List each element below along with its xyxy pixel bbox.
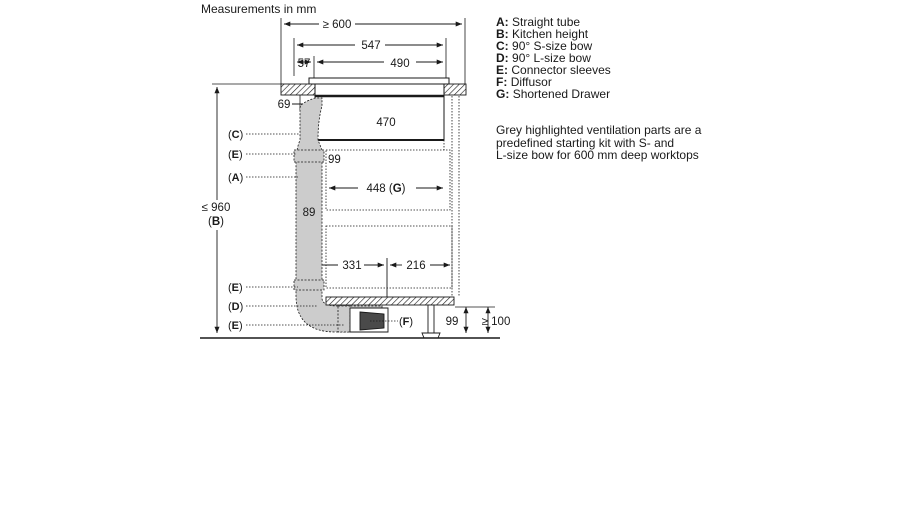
dim-unit-width: 470 [376, 117, 396, 129]
dim-offset-front: 57 [297, 58, 311, 70]
legend-letter: A [496, 15, 505, 29]
dim-plinth-height: 99 [445, 316, 459, 328]
dim-span-right: 216 [406, 260, 426, 272]
worktop-left [281, 84, 315, 95]
diffusor [350, 308, 388, 332]
legend-item: B: Kitchen height [496, 27, 589, 41]
cooktop-glass [309, 78, 449, 84]
callout-e-lower: (E) [228, 320, 243, 332]
legend-text: Diffusor [510, 75, 552, 89]
legend-letter: B [496, 27, 505, 41]
legend-item: C: 90° S-size bow [496, 39, 593, 53]
worktop-right [444, 84, 466, 95]
callout-a: (A) [228, 172, 244, 184]
callout-e-middle: (E) [228, 282, 243, 294]
dim-tube-depth: 89 [302, 207, 316, 219]
note-line: L-size bow for 600 mm deep worktops [496, 148, 699, 162]
legend-item: E: Connector sleeves [496, 63, 611, 77]
note-line: Grey highlighted ventilation parts are a [496, 123, 702, 137]
legend-letter: C [496, 39, 505, 53]
note-line: predefined starting kit with S- and [496, 135, 675, 150]
legend-item: A: Straight tube [496, 15, 581, 29]
legend-letter: E [496, 63, 505, 77]
cooktop-body [315, 84, 444, 96]
dim-drawer-width: 448 (G) [366, 183, 406, 195]
legend-text: Connector sleeves [511, 63, 611, 77]
legend-text: 90° S-size bow [512, 39, 593, 53]
legend-item: D: 90° L-size bow [496, 51, 591, 65]
dim-cooktop-width: 547 [361, 40, 381, 52]
dim-offset-side: 69 [277, 99, 291, 111]
dim-tube-gap: 99 [328, 154, 341, 166]
parts-legend [496, 16, 611, 100]
legend-letter: D [496, 51, 505, 65]
dim-span-left: 331 [342, 260, 362, 272]
legend-text: 90° L-size bow [512, 51, 591, 65]
callout-f: (F) [399, 316, 414, 328]
dim-height-value: ≤ 960 [201, 202, 231, 214]
dim-height-letter: (B) [208, 216, 224, 228]
adjustable-foot [422, 305, 440, 338]
legend-text: Kitchen height [512, 27, 589, 41]
legend-text: Straight tube [512, 15, 581, 29]
dim-cutout-width: 490 [390, 58, 410, 70]
callout-d: (D) [228, 301, 244, 313]
dimension-arrows [217, 24, 488, 333]
callout-e-upper: (E) [228, 149, 243, 161]
kit-note [496, 124, 726, 162]
legend-letter: F [496, 75, 504, 89]
plinth-board [326, 297, 454, 305]
legend-text: Shortened Drawer [512, 87, 611, 101]
diagram-title: Measurements in mm [201, 2, 317, 16]
callout-c: (C) [228, 129, 244, 141]
legend-letter: G [496, 87, 506, 101]
dim-min-plinth: ≥ 100 [481, 316, 511, 328]
legend-item: F: Diffusor [496, 75, 552, 89]
legend-item: G: Shortened Drawer [496, 87, 611, 101]
dim-overall-width: ≥ 600 [322, 19, 352, 31]
